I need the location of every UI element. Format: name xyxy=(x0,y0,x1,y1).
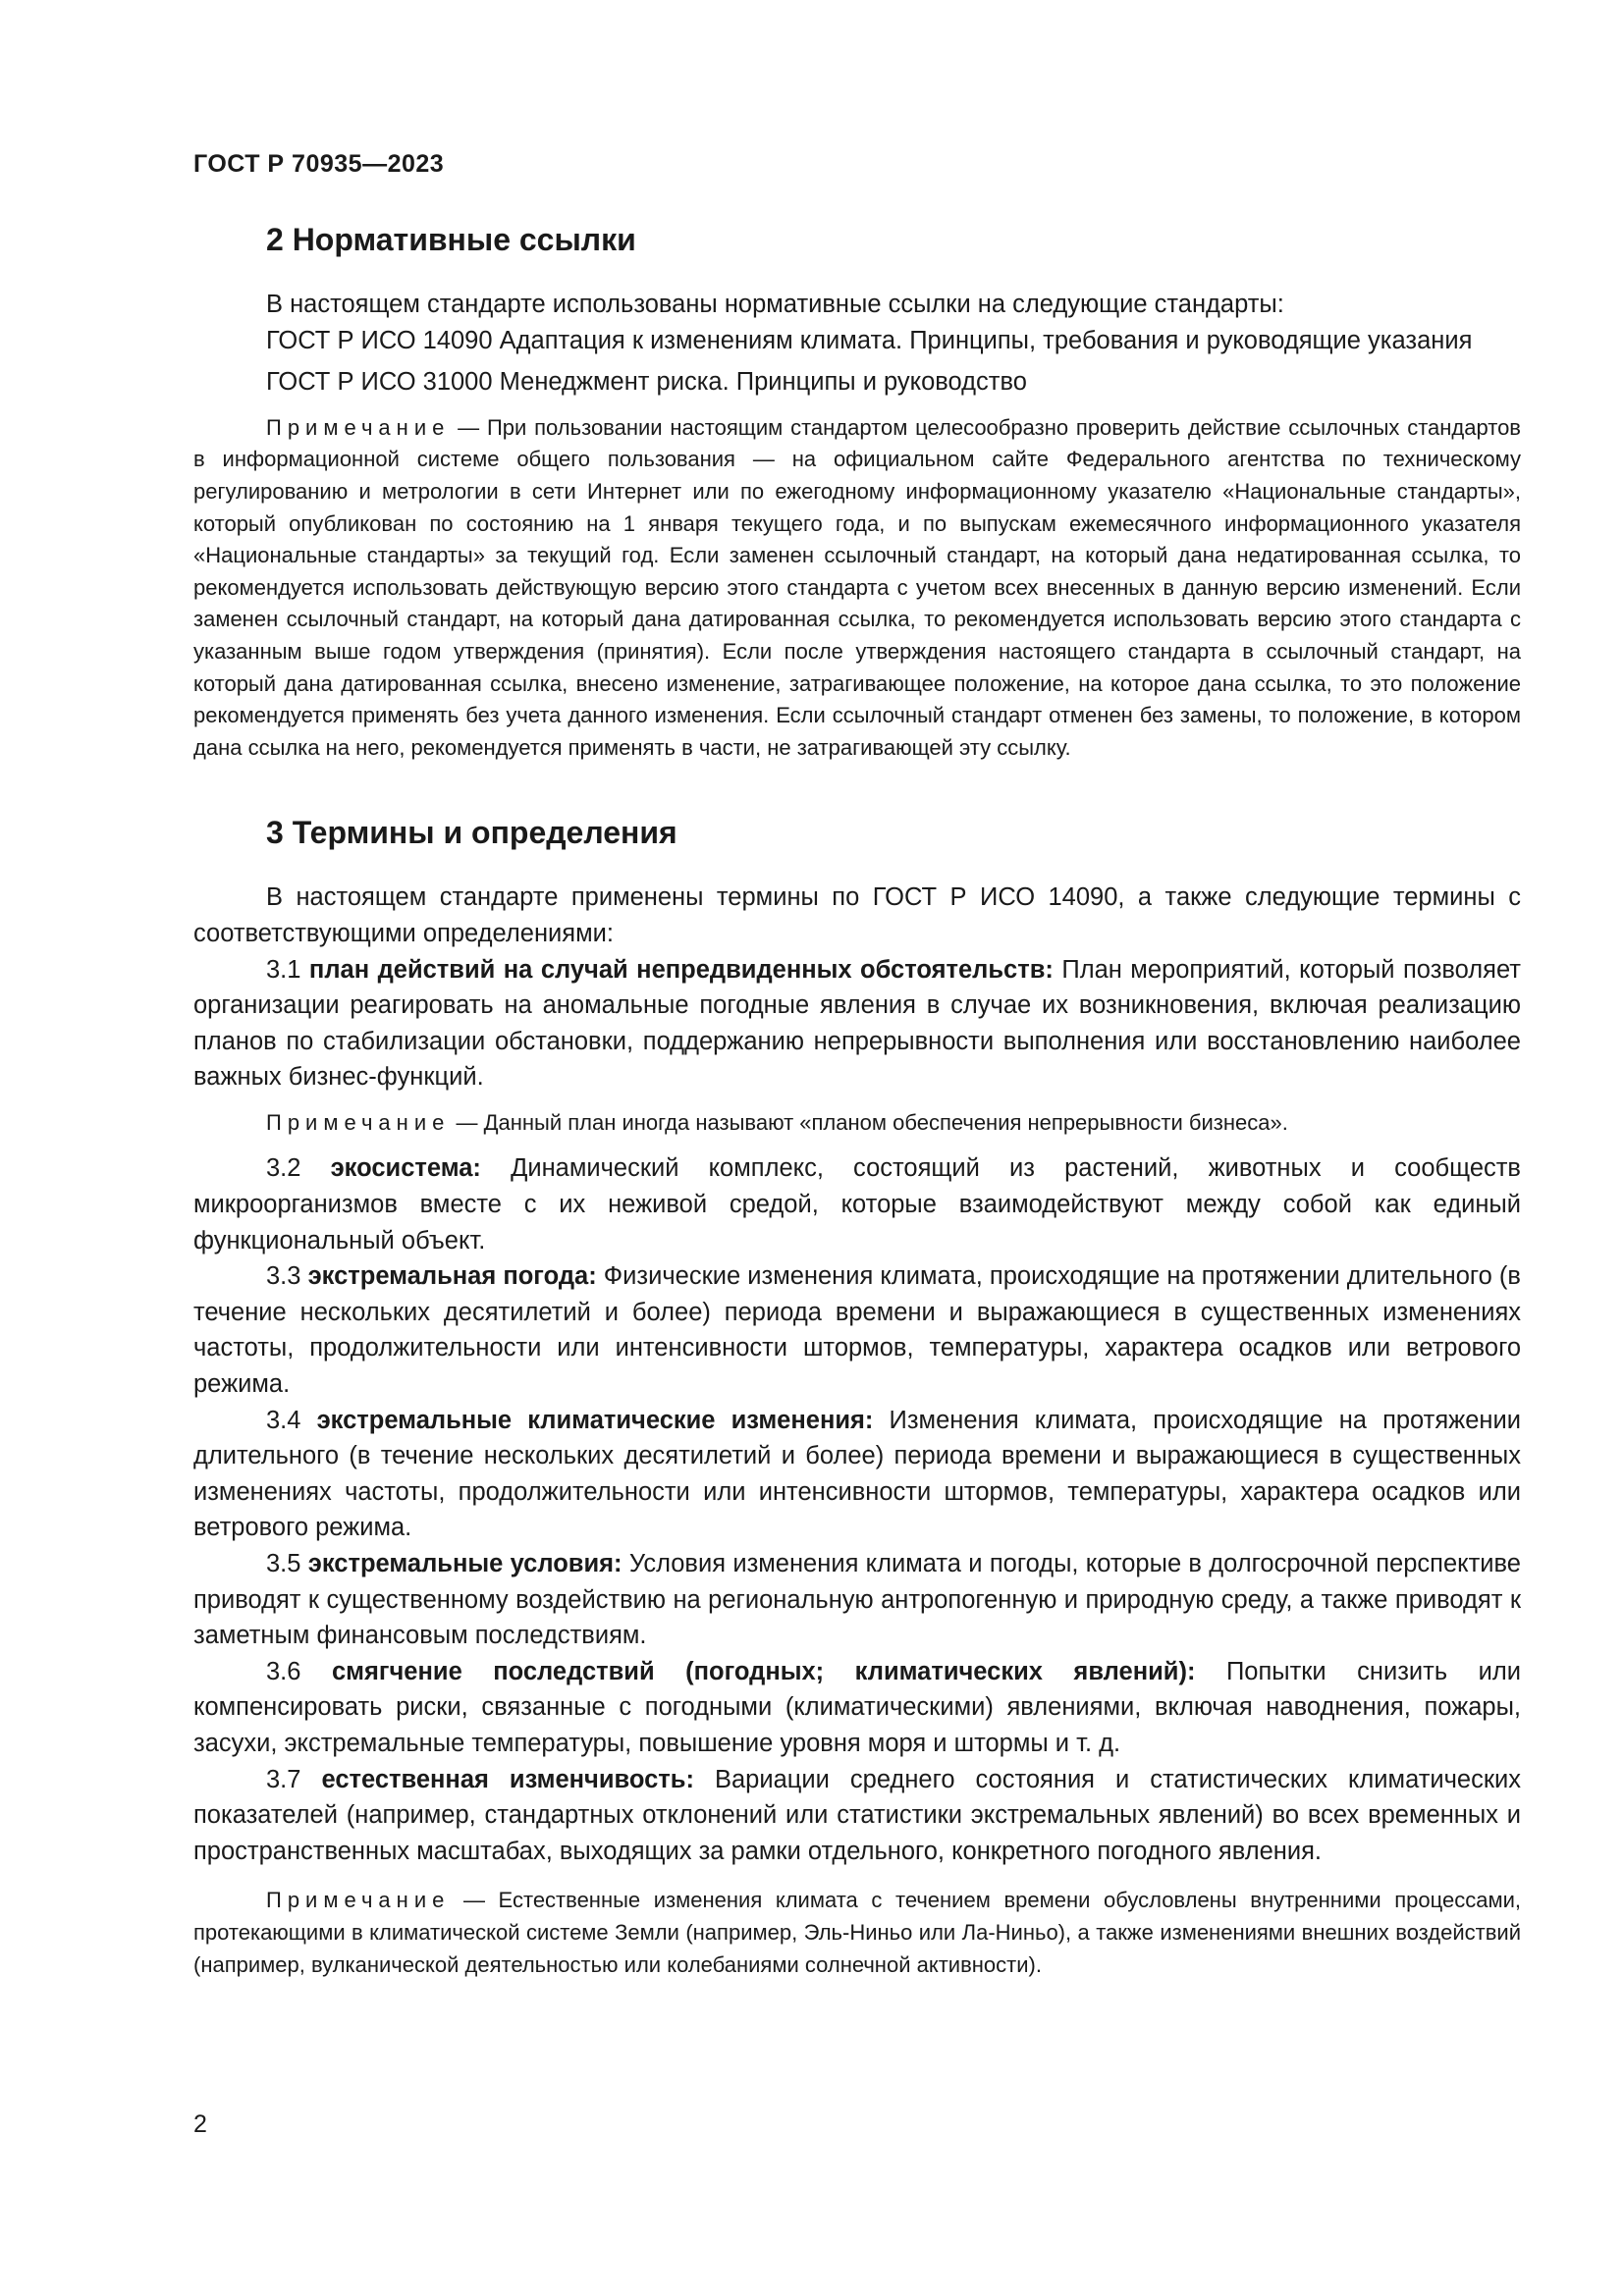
term-name: экосистема: xyxy=(330,1154,481,1183)
note-text: — Данный план иногда называют «планом обеспечения непрерывности бизнеса». xyxy=(450,1109,1288,1135)
term-3-3 xyxy=(193,1258,1521,1402)
term-number: 3.2 xyxy=(266,1154,301,1183)
term-name: экстремальная погода: xyxy=(307,1262,597,1291)
term-3-6 xyxy=(193,1654,1521,1762)
section-2-heading: 2 Нормативные ссылки xyxy=(266,222,636,257)
normative-reference: ГОСТ Р ИСО 31000 Менеджмент риска. Принципы и руководство xyxy=(266,368,1027,397)
term-definition: Динамический комплекс, состоящий из растений, животных и сообществ микроорганизмов вместе с их неживой средой, которые взаимодействуют между собой как единый функциональный объект. xyxy=(193,1154,1521,1255)
term-name: экстремальные климатические изменения: xyxy=(316,1406,874,1434)
term-number: 3.6 xyxy=(266,1657,301,1685)
note-label: Примечание xyxy=(266,414,451,440)
document-code: ГОСТ Р 70935—2023 xyxy=(193,150,445,178)
term-definition: Попытки снизить или компенсировать риски, связанные с погодными (климатическими) явлениями, включая наводнения, пожары, засухи, экстремальные температуры, повышение уровня моря и штормы и т. д. xyxy=(193,1657,1521,1757)
section-3-intro: В настоящем стандарте применены термины по ГОСТ Р ИСО 14090, а также следующие термины с соответствующими определениями: xyxy=(193,883,1521,947)
note-label: Примечание xyxy=(266,1888,451,1913)
section-2-note xyxy=(193,412,1521,765)
normative-reference: ГОСТ Р ИСО 14090 Адаптация к изменениям климата. Принципы, требования и руководящие указания xyxy=(266,326,1473,354)
term-3-1 xyxy=(193,952,1521,1095)
note-text: — При пользовании настоящим стандартом целесообразно проверить действие ссылочных стандартов в информационной системе общего пользования — на официальном сайте Федерального агентства по техническому регулированию и метрологии в сети Интернет или по ежегодному информационному указателю «Национальные стандарты», который опубликован по состоянию на 1 января текущего года, и по выпускам ежемесячного информационного указателя «Национальные стандарты» за текущий год. Если заменен ссылочный стандарт, на который дана недатированная ссылка, то рекомендуется использовать действующую версию этого стандарта с учетом всех внесенных в данную версию изменений. Если заменен ссылочный стандарт, на который дана датированная ссылка, то рекомендуется использовать версию этого стандарта с указанным выше годом утверждения (принятия). Если после утверждения настоящего стандарта в ссылочный стандарт, на который дана датированная ссылка, внесено изменение, затрагивающее положение, на которое дана ссылка, то это положение рекомендуется применять без учета данного изменения. Если ссылочный стандарт отменен без замены, то положение, в котором дана ссылка на него, рекомендуется применять в части, не затрагивающей эту ссылку. xyxy=(193,414,1521,760)
term-definition: Изменения климата, происходящие на протяжении длительного (в течение нескольких десятилетий и более) периода времени и выражающиеся в существенных изменениях частоты, продолжительности или интенсивности штормов, температуры, характера осадков или ветрового режима. xyxy=(193,1406,1521,1542)
term-name: естественная изменчивость: xyxy=(321,1765,694,1793)
term-name: план действий на случай непредвиденных обстоятельств: xyxy=(308,955,1054,984)
note-text: — Естественные изменения климата с течением времени обусловлены внутренними процессами, протекающими в климатической системе Земли (например, Эль-Ниньо или Ла-Ниньо), а также изменениями внешних воздействий (например, вулканической деятельностью или колебаниями солнечной активности). xyxy=(193,1888,1521,1977)
document-page xyxy=(193,0,1521,2296)
term-name: смягчение последствий (погодных; климатических явлений): xyxy=(331,1657,1196,1685)
note-label: Примечание xyxy=(266,1109,451,1135)
term-3-2 xyxy=(193,1150,1521,1258)
section-2-intro: В настоящем стандарте использованы нормативные ссылки на следующие стандарты: xyxy=(266,291,1284,318)
term-definition: План мероприятий, который позволяет организации реагировать на аномальные погодные явления в случае их возникновения, включая реализацию планов по стабилизации обстановки, поддержанию непрерывности выполнения или восстановлению наиболее важных бизнес-функций. xyxy=(193,955,1521,1092)
term-3-7-note xyxy=(193,1885,1521,1981)
term-number: 3.3 xyxy=(266,1262,301,1291)
term-name: экстремальные условия: xyxy=(307,1550,623,1577)
page-content xyxy=(193,219,1521,1981)
term-definition: Физические изменения климата, происходящие на протяжении длительного (в течение нескольких десятилетий и более) периода времени и выражающиеся в существенных изменениях частоты, продолжительности или интенсивности штормов, температуры, характера осадков или ветрового режима. xyxy=(193,1262,1521,1399)
page-number: 2 xyxy=(193,2110,207,2138)
term-number: 3.5 xyxy=(266,1550,301,1577)
term-number: 3.1 xyxy=(266,955,301,984)
term-definition: Вариации среднего состояния и статистических климатических показателей (например, стандартных отклонений или статистики экстремальных явлений) во всех временных и пространственных масштабах, выходящих за рамки отдельного, конкретного погодного явления. xyxy=(193,1765,1521,1865)
section-3-heading: 3 Термины и определения xyxy=(266,815,677,851)
term-number: 3.7 xyxy=(266,1765,301,1793)
term-definition: Условия изменения климата и погоды, которые в долгосрочной перспективе приводят к существенному воздействию на региональную антропогенную и природную среду, а также приводят к заметным финансовым последствиям. xyxy=(193,1550,1521,1650)
term-number: 3.4 xyxy=(266,1406,301,1434)
term-3-5 xyxy=(193,1546,1521,1654)
term-3-7 xyxy=(193,1762,1521,1870)
term-3-1-note xyxy=(193,1107,1521,1140)
term-3-4 xyxy=(193,1403,1521,1546)
